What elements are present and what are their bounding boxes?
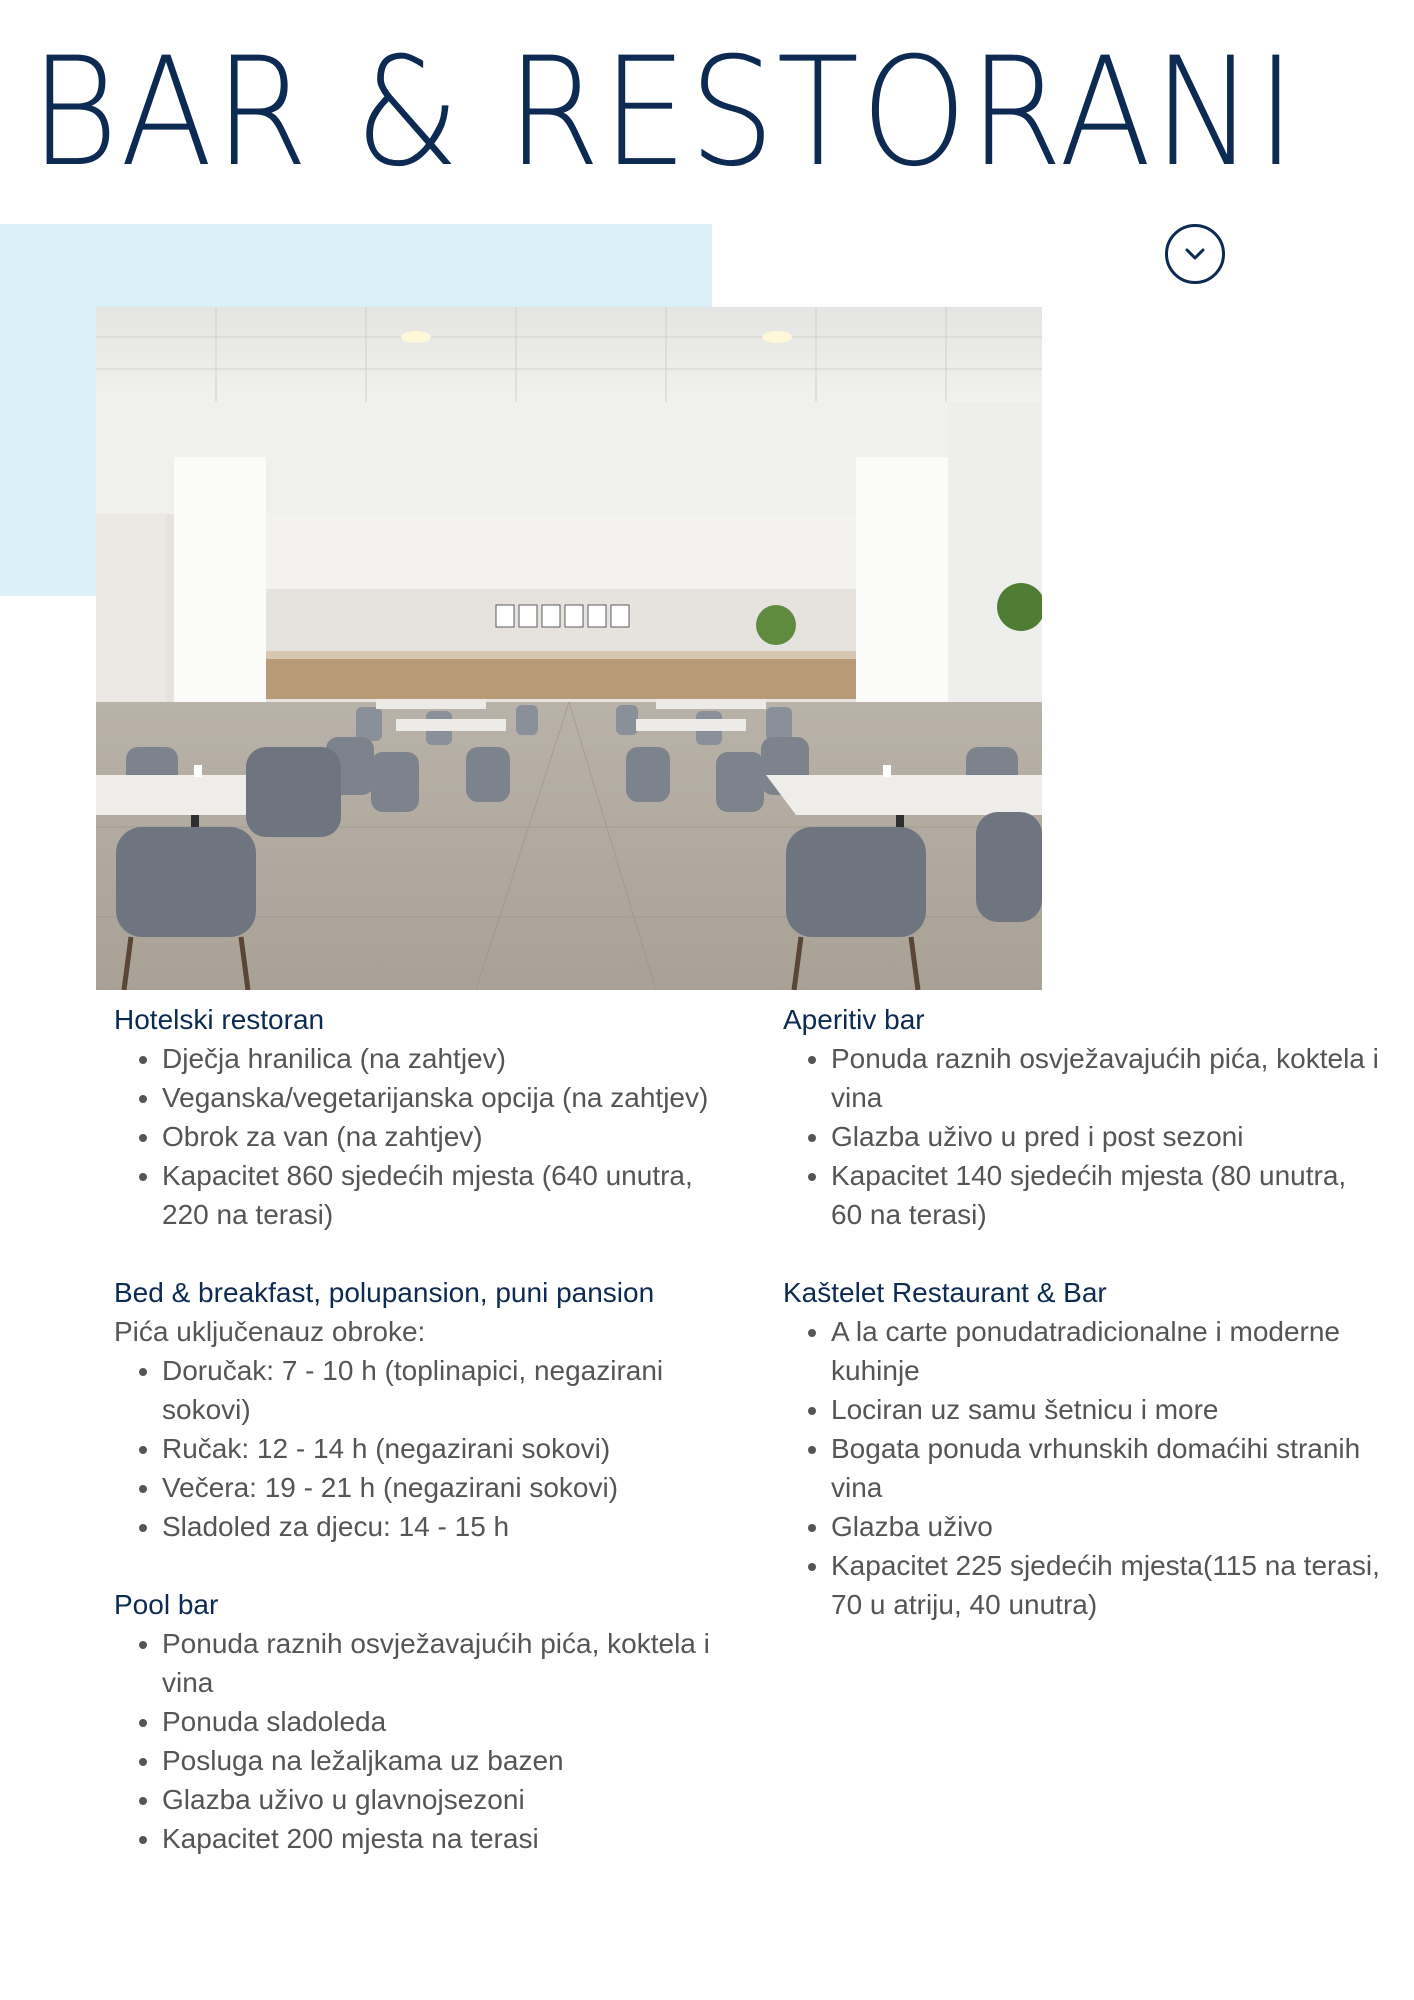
section-note: Pića uključenauz obroke:	[114, 1316, 426, 1347]
item-list	[783, 1312, 1383, 1624]
expand-toggle-button[interactable]	[1165, 224, 1225, 284]
section-pansion	[114, 1273, 714, 1546]
list-item: • Doručak: 7 - 10 h (toplinapici, negazirani sokovi)	[162, 1351, 714, 1429]
section-aperitiv-bar	[783, 1000, 1383, 1234]
left-column	[114, 1000, 714, 1897]
item-list	[783, 1039, 1383, 1234]
list-item: • Glazba uživo	[831, 1507, 1383, 1546]
list-item: • Ponuda sladoleda	[162, 1702, 714, 1741]
section-title: Pool bar	[114, 1589, 219, 1620]
list-item: • Bogata ponuda vrhunskih domaćihi stranih vina	[831, 1429, 1383, 1507]
chevron-down-icon	[1184, 247, 1206, 261]
list-item: • Kapacitet 200 mjesta na terasi	[162, 1819, 714, 1858]
list-item: • Glazba uživo u glavnojsezoni	[162, 1780, 714, 1819]
list-item: • Glazba uživo u pred i post sezoni	[831, 1117, 1383, 1156]
restaurant-photo	[96, 307, 1042, 990]
section-title: Aperitiv bar	[783, 1004, 925, 1035]
list-item: • Ponuda raznih osvježavajućih pića, koktela i vina	[162, 1624, 714, 1702]
list-item: • Ponuda raznih osvježavajućih pića, koktela i vina	[831, 1039, 1383, 1117]
page-title: BAR & RESTORANI	[30, 26, 1298, 200]
list-item: • Obrok za van (na zahtjev)	[162, 1117, 714, 1156]
list-item: • Sladoled za djecu: 14 - 15 h	[162, 1507, 714, 1546]
list-item: • Večera: 19 - 21 h (negazirani sokovi)	[162, 1468, 714, 1507]
list-item: • Lociran uz samu šetnicu i more	[831, 1390, 1383, 1429]
list-item: • Dječja hranilica (na zahtjev)	[162, 1039, 714, 1078]
item-list	[114, 1039, 714, 1234]
section-kastelet	[783, 1273, 1383, 1624]
section-hotelski-restoran	[114, 1000, 714, 1234]
list-item: • Ručak: 12 - 14 h (negazirani sokovi)	[162, 1429, 714, 1468]
section-pool-bar	[114, 1585, 714, 1858]
section-title: Kaštelet Restaurant & Bar	[783, 1277, 1107, 1308]
list-item: • A la carte ponudatradicionalne i moderne kuhinje	[831, 1312, 1383, 1390]
list-item: • Kapacitet 225 sjedećih mjesta(115 na terasi, 70 u atriju, 40 unutra)	[831, 1546, 1383, 1624]
item-list	[114, 1624, 714, 1858]
right-column	[783, 1000, 1383, 1663]
item-list	[114, 1351, 714, 1546]
list-item: • Kapacitet 140 sjedećih mjesta (80 unutra, 60 na terasi)	[831, 1156, 1383, 1234]
list-item: • Posluga na ležaljkama uz bazen	[162, 1741, 714, 1780]
section-title: Bed & breakfast, polupansion, puni pansion	[114, 1277, 655, 1308]
list-item: • Veganska/vegetarijanska opcija (na zahtjev)	[162, 1078, 714, 1117]
list-item: • Kapacitet 860 sjedećih mjesta (640 unutra, 220 na terasi)	[162, 1156, 714, 1234]
section-title: Hotelski restoran	[114, 1004, 325, 1035]
